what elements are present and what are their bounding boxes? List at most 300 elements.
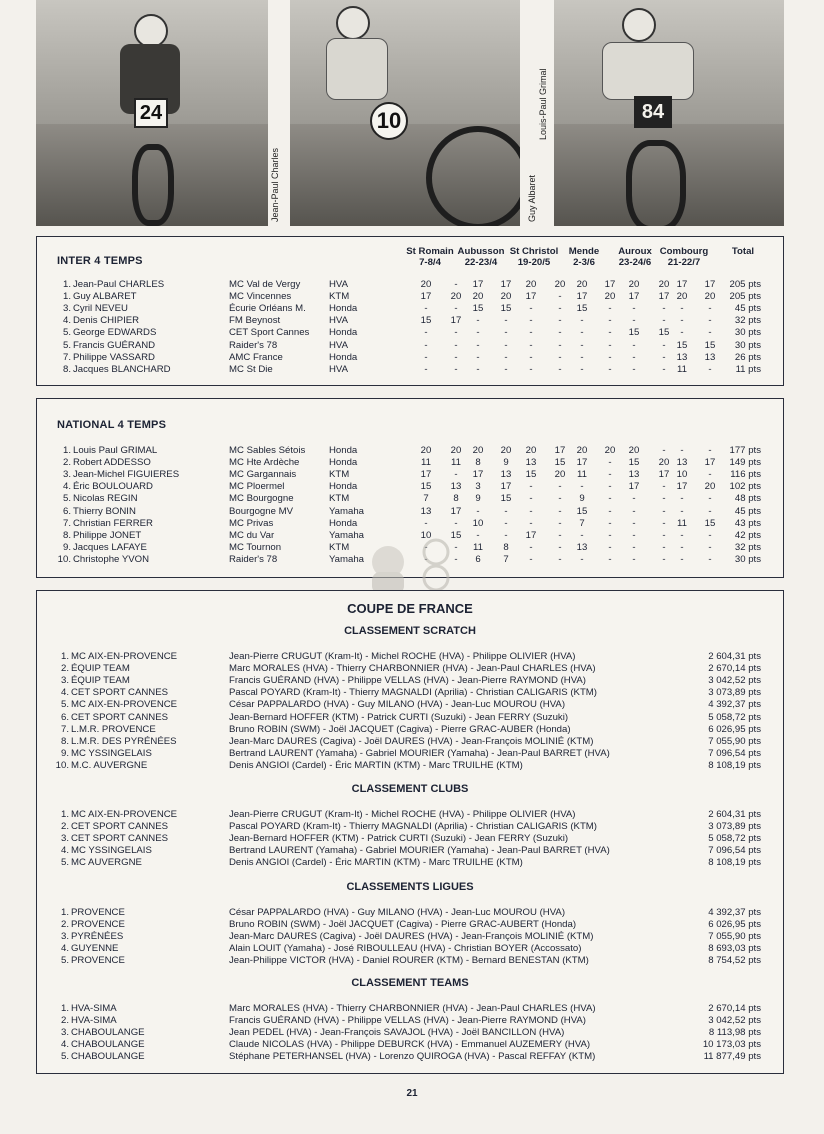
points: 8 113,98 pts	[708, 1027, 761, 1039]
score: 17	[450, 505, 462, 517]
ranking-row	[37, 919, 783, 931]
riders: Jean-Marc DAURES (Cagiva) - Joël DAURES (HVA) - Jean-François MOLINIÉ (KTM)	[229, 931, 594, 943]
score: -	[608, 351, 612, 363]
score: 13	[576, 541, 588, 553]
rank: 9.	[60, 747, 69, 759]
score: -	[662, 553, 666, 565]
riders: Francis GUÉRAND (HVA) - Philippe VELLAS (HVA) - Jean-Pierre RAYMOND (HVA)	[229, 1015, 586, 1027]
total-points: 42 pts	[734, 529, 761, 541]
score: -	[708, 541, 712, 553]
score: 20	[704, 481, 716, 493]
brand: KTM	[329, 541, 350, 553]
points: 6 026,95 pts	[708, 919, 761, 931]
section-title: CLASSEMENT TEAMS	[351, 977, 469, 989]
score: -	[662, 315, 666, 327]
standing-row	[37, 457, 783, 469]
team-name: HVA-SIMA	[71, 1015, 117, 1027]
score: 9	[475, 493, 481, 505]
score: -	[680, 303, 684, 315]
score: 17	[704, 279, 716, 290]
total-points: 205 pts	[729, 291, 761, 303]
photo-credit-charles: Jean-Paul Charles	[270, 147, 280, 222]
rider-name: Jean-Michel FIGUIERES	[73, 469, 180, 481]
rank: 2.	[62, 457, 71, 469]
score: -	[558, 529, 562, 541]
score: -	[580, 529, 584, 541]
riders: Francis GUÉRAND (HVA) - Philippe VELLAS (HVA) - Jean-Pierre RAYMOND (HVA)	[229, 675, 586, 687]
rank: 1.	[62, 279, 71, 290]
points: 8 754,52 pts	[708, 955, 761, 967]
brand: Yamaha	[329, 553, 365, 565]
score: -	[504, 327, 508, 339]
score: -	[608, 363, 612, 375]
team-name: GUYENNE	[71, 943, 119, 955]
team-name: L.M.R. DES PYRÉNÉES	[71, 735, 177, 747]
score: -	[608, 505, 612, 517]
score: -	[504, 339, 508, 351]
score: -	[504, 505, 508, 517]
points: 3 073,89 pts	[708, 821, 761, 833]
photo-rider-albaret	[290, 0, 520, 226]
rank: 10.	[57, 553, 71, 565]
score: 17	[676, 279, 688, 290]
score: -	[454, 351, 458, 363]
points: 8 693,03 pts	[708, 943, 761, 955]
score: -	[424, 541, 428, 553]
points: 3 042,52 pts	[708, 1015, 761, 1027]
club: MC Privas	[229, 517, 274, 529]
score: -	[632, 553, 636, 565]
score: -	[558, 481, 562, 493]
ranking-row	[37, 651, 783, 663]
standing-row	[37, 279, 783, 291]
brand: HVA	[329, 363, 349, 375]
score: 11	[677, 517, 687, 529]
rank: 3.	[62, 469, 71, 481]
score: 17	[628, 291, 640, 303]
points: 5 058,72 pts	[708, 833, 761, 845]
points: 7 055,90 pts	[708, 931, 761, 943]
score: -	[632, 517, 636, 529]
rank: 4.	[62, 481, 71, 493]
score: -	[708, 327, 712, 339]
score: 20	[420, 445, 432, 456]
score: -	[476, 351, 480, 363]
score: 20	[420, 279, 432, 290]
points: 11 877,49 pts	[703, 1051, 761, 1063]
riders: Alain LOUIT (Yamaha) - José RIBOULLEAU (HVA) - Christian BOYER (Accossato)	[229, 943, 582, 955]
score: -	[632, 351, 636, 363]
points: 7 096,54 pts	[708, 747, 761, 759]
rider-name: Denis CHIPIER	[73, 315, 140, 327]
photo-credit-grimal: Louis-Paul Grimal	[538, 68, 548, 140]
score: -	[424, 303, 428, 315]
score: -	[708, 303, 712, 315]
brand: Honda	[329, 481, 358, 493]
score: -	[476, 339, 480, 351]
score: 7	[423, 493, 429, 505]
rank: 7.	[62, 351, 71, 363]
score: 8	[453, 493, 459, 505]
riders: Pascal POYARD (Kram-It) - Thierry MAGNALDI (Aprilia) - Christian CALIGARIS (KTM)	[229, 821, 597, 833]
points: 2 604,31 pts	[708, 809, 761, 820]
score: 15	[628, 327, 640, 339]
score: -	[558, 363, 562, 375]
brand: KTM	[329, 291, 350, 303]
score: -	[680, 529, 684, 541]
team-name: PYRÉNÉES	[71, 931, 124, 943]
ranking-row	[37, 833, 783, 845]
score: 10	[472, 517, 484, 529]
score: 20	[525, 279, 537, 290]
event-header: St Romain 7-8/4	[406, 246, 454, 268]
rider-name: George EDWARDS	[73, 327, 157, 339]
rank: 4.	[60, 845, 69, 857]
score: 8	[503, 541, 509, 553]
score: -	[632, 541, 636, 553]
brand: Honda	[329, 445, 358, 456]
score: -	[454, 541, 458, 553]
team-name: PROVENCE	[71, 919, 125, 931]
section-title: CLASSEMENT SCRATCH	[344, 625, 476, 637]
table-title: NATIONAL 4 TEMPS	[57, 419, 167, 431]
score: -	[558, 493, 562, 505]
total-points: 177 pts	[729, 445, 761, 456]
score: -	[454, 363, 458, 375]
score: -	[529, 481, 533, 493]
rank: 4.	[60, 687, 69, 699]
ranking-row	[37, 736, 783, 748]
riders: Marc MORALES (HVA) - Thierry CHARBONNIER (HVA) - Jean-Paul CHARLES (HVA)	[229, 1003, 596, 1014]
team-name: CHABOULANGE	[71, 1039, 145, 1051]
team-name: MC AIX-EN-PROVENCE	[71, 809, 178, 820]
riders: Jean-Bernard HOFFER (KTM) - Patrick CURTI (Suzuki) - Jean FERRY (Suzuki)	[229, 711, 569, 723]
score: -	[529, 517, 533, 529]
rank: 5.	[60, 1051, 69, 1063]
rank: 3.	[62, 303, 71, 315]
ranking-row	[37, 1027, 783, 1039]
rank: 3.	[60, 833, 69, 845]
score: -	[608, 517, 612, 529]
club: Raider's 78	[229, 339, 278, 351]
team-name: MC YSSINGELAIS	[71, 747, 152, 759]
score: 17	[576, 457, 588, 469]
total-points: 30 pts	[734, 327, 761, 339]
riders: Denis ANGIOI (Cardel) - Éric MARTIN (KTM) - Marc TRUILHE (KTM)	[229, 759, 523, 771]
riders: Jean-Bernard HOFFER (KTM) - Patrick CURTI (Suzuki) - Jean FERRY (Suzuki)	[229, 833, 569, 845]
club: MC Gargannais	[229, 469, 297, 481]
score: -	[708, 469, 712, 481]
team-name: CET SPORT CANNES	[71, 687, 169, 699]
riders: Marc MORALES (HVA) - Thierry CHARBONNIER (HVA) - Jean-Paul CHARLES (HVA)	[229, 663, 596, 675]
score: -	[504, 351, 508, 363]
riders: Bertrand LAURENT (Yamaha) - Gabriel MOURIER (Yamaha) - Jean-Paul BARRET (HVA)	[229, 747, 610, 759]
rank: 9.	[62, 541, 71, 553]
score: 17	[472, 469, 484, 481]
score: -	[424, 339, 428, 351]
standing-row	[37, 340, 783, 352]
brand: Yamaha	[329, 505, 365, 517]
score: -	[454, 553, 458, 565]
score: 20	[554, 469, 566, 481]
score: -	[454, 469, 458, 481]
score: -	[558, 553, 562, 565]
score: 3	[475, 481, 481, 493]
riders: Jean-Marc DAURES (Cagiva) - Joël DAURES (HVA) - Jean-François MOLINIÉ (KTM)	[229, 735, 594, 747]
team-name: M.C. AUVERGNE	[71, 759, 148, 771]
score: 13	[500, 469, 512, 481]
score: -	[608, 481, 612, 493]
riders: Jean-Philippe VICTOR (HVA) - Daniel ROURER (KTM) - Bernard BENESTAN (KTM)	[229, 955, 589, 967]
club: MC Sables Sétois	[229, 445, 306, 456]
score: -	[454, 327, 458, 339]
score: -	[529, 493, 533, 505]
event-header: Mende 2-3/6	[568, 246, 600, 268]
score: 11	[473, 541, 483, 553]
brand: HVA	[329, 279, 349, 290]
score: 17	[658, 469, 670, 481]
score: -	[529, 553, 533, 565]
rank: 7.	[60, 723, 69, 735]
score: -	[708, 529, 712, 541]
team-name: MC YSSINGELAIS	[71, 845, 152, 857]
score: -	[632, 315, 636, 327]
score: -	[476, 529, 480, 541]
standing-row	[37, 303, 783, 315]
rank: 2.	[60, 821, 69, 833]
score: -	[680, 315, 684, 327]
score: -	[454, 339, 458, 351]
riders: Claude NICOLAS (HVA) - Philippe DEBURCK (HVA) - Emmanuel AUZEMERY (HVA)	[229, 1039, 591, 1051]
total-points: 30 pts	[734, 553, 761, 565]
ranking-row	[37, 857, 783, 869]
team-name: MC AIX-EN-PROVENCE	[71, 699, 178, 711]
score: -	[662, 339, 666, 351]
score: 20	[628, 445, 640, 456]
total-points: 116 pts	[730, 469, 761, 481]
club: MC Vincennes	[229, 291, 292, 303]
riders: César PAPPALARDO (HVA) - Guy MILANO (HVA) - Jean-Luc MOUROU (HVA)	[229, 699, 566, 711]
total-points: 43 pts	[734, 517, 761, 529]
score: 11	[577, 469, 587, 481]
team-name: ÉQUIP TEAM	[71, 675, 130, 687]
brand: HVA	[329, 315, 349, 327]
score: -	[504, 363, 508, 375]
standing-row	[37, 352, 783, 364]
rank: 1.	[60, 1003, 69, 1014]
points: 8 108,19 pts	[708, 759, 761, 771]
riders: Denis ANGIOI (Cardel) - Éric MARTIN (KTM) - Marc TRUILHE (KTM)	[229, 857, 523, 869]
team-name: CET SPORT CANNES	[71, 821, 169, 833]
score: 13	[525, 457, 537, 469]
score: -	[708, 505, 712, 517]
score: -	[454, 517, 458, 529]
points: 2 604,31 pts	[708, 651, 761, 662]
event-header: Aubusson 22-23/4	[457, 246, 505, 268]
score: 8	[475, 457, 481, 469]
score: -	[662, 351, 666, 363]
points: 8 108,19 pts	[708, 857, 761, 869]
score: -	[662, 303, 666, 315]
score: 17	[420, 291, 432, 303]
score: -	[580, 481, 584, 493]
rank: 6.	[62, 505, 71, 517]
score: -	[632, 339, 636, 351]
score: -	[424, 327, 428, 339]
rider-name: Jacques LAFAYE	[73, 541, 147, 553]
rank: 3.	[60, 1027, 69, 1039]
score: -	[580, 327, 584, 339]
score: -	[529, 327, 533, 339]
score: -	[529, 339, 533, 351]
team-name: HVA-SIMA	[71, 1003, 117, 1014]
score: 15	[500, 303, 512, 315]
ranking-row	[37, 809, 783, 821]
score: 15	[704, 339, 716, 351]
rank: 2.	[60, 1015, 69, 1027]
score: -	[632, 529, 636, 541]
score: 20	[604, 291, 616, 303]
score: -	[580, 339, 584, 351]
score: -	[504, 517, 508, 529]
rider-name: Cyril NEVEU	[73, 303, 128, 315]
score: 9	[503, 457, 509, 469]
rank: 8.	[60, 735, 69, 747]
club: MC Bourgogne	[229, 493, 294, 505]
rider-name: Christian FERRER	[73, 517, 153, 529]
riders: Bertrand LAURENT (Yamaha) - Gabriel MOURIER (Yamaha) - Jean-Paul BARRET (HVA)	[229, 845, 610, 857]
score: -	[662, 481, 666, 493]
score: -	[529, 363, 533, 375]
score: 17	[704, 457, 716, 469]
score: -	[608, 553, 612, 565]
team-name: CET SPORT CANNES	[71, 711, 169, 723]
brand: Honda	[329, 517, 358, 529]
standing-row	[37, 364, 783, 376]
standing-row	[37, 481, 783, 493]
score: 15	[420, 315, 432, 327]
total-points: 26 pts	[734, 351, 761, 363]
score: -	[608, 315, 612, 327]
score: -	[454, 303, 458, 315]
score: -	[476, 327, 480, 339]
club: MC Tournon	[229, 541, 282, 553]
score: -	[662, 363, 666, 375]
score: -	[680, 445, 684, 456]
ranking-row	[37, 675, 783, 687]
score: 7	[579, 517, 585, 529]
rank: 1.	[60, 651, 69, 662]
rank: 5.	[62, 339, 71, 351]
score: -	[424, 363, 428, 375]
inter-4-temps-table	[36, 236, 784, 386]
ranking-row	[37, 663, 783, 675]
standing-row	[37, 518, 783, 530]
ranking-row	[37, 699, 783, 711]
score: -	[708, 493, 712, 505]
score: 15	[500, 493, 512, 505]
score: 17	[676, 481, 688, 493]
score: 15	[576, 505, 588, 517]
ranking-row	[37, 748, 783, 760]
photo-credit-albaret: Guy Albaret	[527, 174, 537, 222]
score: 20	[450, 445, 462, 456]
score: -	[476, 315, 480, 327]
team-name: CET SPORT CANNES	[71, 833, 169, 845]
score: -	[558, 327, 562, 339]
rider-name: Jacques BLANCHARD	[73, 363, 171, 375]
score: -	[580, 315, 584, 327]
score: -	[632, 363, 636, 375]
score: -	[662, 517, 666, 529]
score: -	[608, 339, 612, 351]
rank: 10.	[55, 759, 69, 771]
score: -	[504, 529, 508, 541]
rider-name: Francis GUÉRAND	[73, 339, 156, 351]
score: -	[529, 505, 533, 517]
score: 11	[451, 457, 461, 469]
score: 15	[450, 529, 462, 541]
score: 17	[658, 291, 670, 303]
rank: 5.	[62, 493, 71, 505]
club: MC du Var	[229, 529, 275, 541]
score: -	[424, 553, 428, 565]
score: 20	[525, 445, 537, 456]
total-points: 48 pts	[734, 493, 761, 505]
photo-rider-grimal	[554, 0, 784, 226]
score: 20	[604, 445, 616, 456]
brand: Honda	[329, 327, 358, 339]
coupe-de-france-table	[36, 590, 784, 1074]
score: 17	[525, 529, 537, 541]
score: -	[632, 493, 636, 505]
ranking-row	[37, 760, 783, 772]
score: -	[680, 493, 684, 505]
club: Écurie Orléans M.	[229, 303, 306, 315]
score: -	[662, 445, 666, 456]
score: -	[608, 303, 612, 315]
club: MC Ploermel	[229, 481, 285, 493]
brand: KTM	[329, 469, 350, 481]
score: -	[476, 505, 480, 517]
race-number: 24	[134, 98, 168, 128]
team-name: MC AIX-EN-PROVENCE	[71, 651, 178, 662]
rank: 1.	[62, 291, 71, 303]
rider-name: Thierry BONIN	[73, 505, 136, 517]
points: 2 670,14 pts	[708, 1003, 761, 1014]
score: -	[632, 505, 636, 517]
score: -	[529, 541, 533, 553]
rank: 1.	[60, 809, 69, 820]
score: 20	[500, 291, 512, 303]
rider-name: Éric BOULOUARD	[73, 481, 153, 493]
riders: Pascal POYARD (Kram-It) - Thierry MAGNALDI (Aprilia) - Christian CALIGARIS (KTM)	[229, 687, 597, 699]
score: -	[476, 363, 480, 375]
score: 13	[676, 457, 688, 469]
ranking-row	[37, 1039, 783, 1051]
race-number: 84	[634, 96, 672, 128]
score: 20	[576, 279, 588, 290]
score: -	[558, 351, 562, 363]
ranking-row	[37, 931, 783, 943]
ranking-row	[37, 943, 783, 955]
standing-row	[37, 315, 783, 327]
ranking-row	[37, 821, 783, 833]
score: 15	[554, 457, 566, 469]
rank: 4.	[60, 1039, 69, 1051]
rider-name: Philippe VASSARD	[73, 351, 155, 363]
score: 15	[420, 481, 432, 493]
